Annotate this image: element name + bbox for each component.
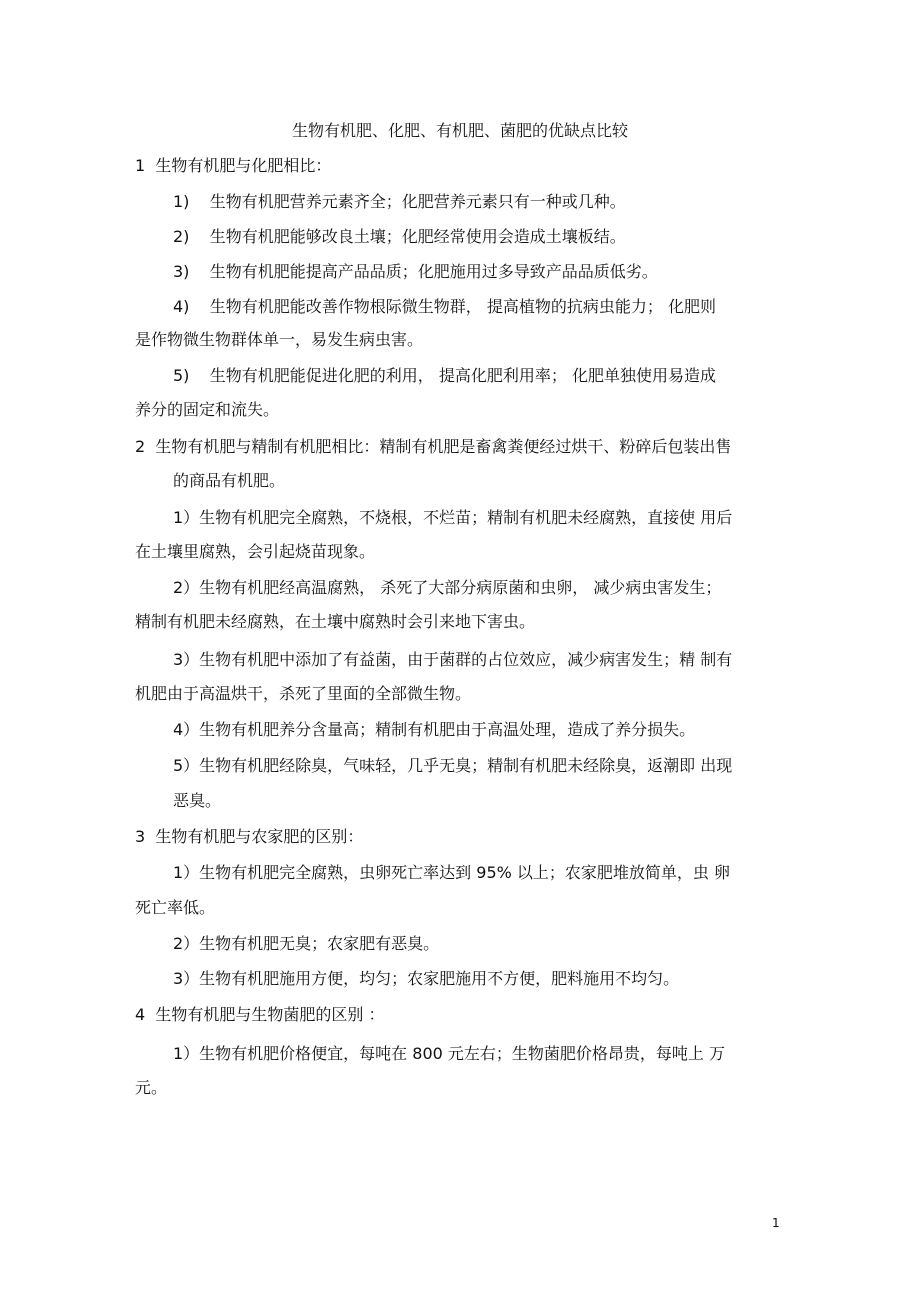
item-number: 4) (173, 297, 190, 316)
item-text: 生物有机肥能提高产品品质；化肥施用过多导致产品品质低劣。 (209, 262, 658, 281)
list-item: 5）生物有机肥经除臭，气味轻，几乎无臭；精制有机肥未经除臭，返潮即 出现 (173, 756, 733, 775)
list-item: 3）生物有机肥中添加了有益菌，由于菌群的占位效应，减少病害发生；精 制有 (173, 650, 733, 669)
list-item (173, 362, 716, 390)
list-item: 2）生物有机肥无臭；农家肥有恶臭。 (173, 934, 440, 953)
section-heading-text: 生物有机肥与农家肥的区别： (155, 827, 364, 846)
section-number: 4 (135, 1005, 146, 1024)
section-2-heading (135, 433, 731, 461)
document-title: 生物有机肥、化肥、有机肥、菌肥的优缺点比较 (291, 121, 628, 140)
list-item: 1）生物有机肥完全腐熟，虫卵死亡率达到 95% 以上；农家肥堆放简单，虫 卵 (173, 863, 731, 882)
section-heading-text: 生物有机肥与精制有机肥相比：精制有机肥是畜禽粪便经过烘干、粉碎后包装出售 (155, 437, 732, 456)
section-heading-continuation: 的商品有机肥。 (173, 471, 286, 490)
item-text: 生物有机肥营养元素齐全；化肥营养元素只有一种或几种。 (209, 192, 626, 211)
section-1-heading (135, 152, 331, 180)
list-item: 1）生物有机肥完全腐熟，不烧根，不烂苗；精制有机肥未经腐熟，直接使 用后 (173, 508, 733, 527)
section-heading-text: 生物有机肥与化肥相比： (155, 156, 332, 175)
section-4-heading (135, 1001, 384, 1029)
item-number: 1) (173, 192, 190, 211)
list-item-continuation: 精制有机肥未经腐熟，在土壤中腐熟时会引来地下害虫。 (135, 612, 536, 631)
list-item-continuation: 元。 (135, 1078, 168, 1097)
page-number: 1 (772, 1216, 780, 1230)
list-item: 4）生物有机肥养分含量高；精制有机肥由于高温处理，造成了养分损失。 (173, 720, 696, 739)
list-item-continuation: 死亡率低。 (135, 898, 216, 917)
item-number: 2) (173, 227, 190, 246)
list-item: 1）生物有机肥价格便宜，每吨在 800 元左右；生物菌肥价格昂贵，每吨上 万 (173, 1044, 725, 1063)
item-number: 3) (173, 262, 190, 281)
list-item (173, 188, 626, 216)
item-text: 生物有机肥能改善作物根际微生物群， 提高植物的抗病虫能力； 化肥则 (209, 297, 716, 316)
list-item (173, 223, 626, 251)
list-item-continuation: 机肥由于高温烘干，杀死了里面的全部微生物。 (135, 684, 472, 703)
item-text: 生物有机肥能够改良土壤；化肥经常使用会造成土壤板结。 (209, 227, 626, 246)
section-heading-text: 生物有机肥与生物菌肥的区别 ： (155, 1005, 385, 1024)
list-item-continuation: 养分的固定和流失。 (135, 400, 280, 419)
section-3-heading (135, 823, 363, 851)
list-item: 2）生物有机肥经高温腐熟， 杀死了大部分病原菌和虫卵， 减少病虫害发生； (173, 578, 722, 597)
section-number: 2 (135, 437, 146, 456)
list-item: 3）生物有机肥施用方便，均匀；农家肥施用不方便，肥料施用不均匀。 (173, 969, 680, 988)
list-item (173, 258, 658, 286)
list-item-continuation: 是作物微生物群体单一，易发生病虫害。 (135, 330, 424, 349)
section-number: 1 (135, 156, 146, 175)
list-item-continuation: 恶臭。 (173, 791, 222, 810)
item-text: 生物有机肥能促进化肥的利用， 提高化肥利用率； 化肥单独使用易造成 (209, 366, 716, 385)
item-number: 5) (173, 366, 190, 385)
list-item-continuation: 在土壤里腐熟，会引起烧苗现象。 (135, 542, 376, 561)
list-item (173, 293, 716, 321)
section-number: 3 (135, 827, 146, 846)
